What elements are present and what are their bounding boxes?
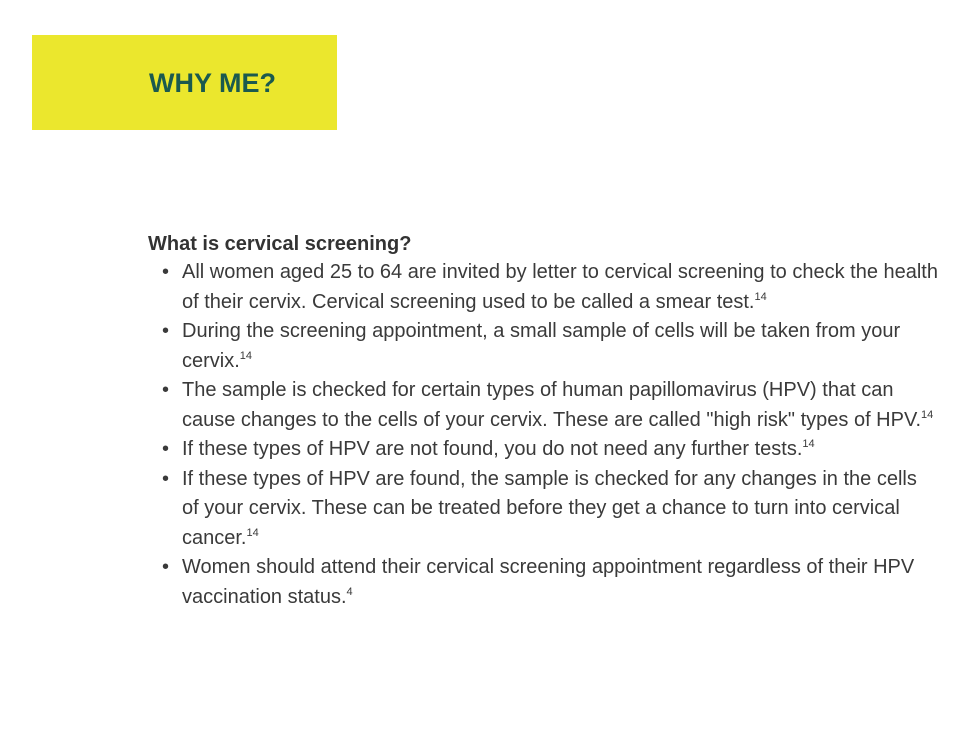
list-item-text: The sample is checked for certain types of human papillomavirus (HPV) that can cause changes to the cells of your cervix. These are called "high risk" types of HPV.: [182, 379, 922, 431]
list-item: [148, 435, 938, 465]
list-item-text: All women aged 25 to 64 are invited by letter to cervical screening to check the health of their cervix. Cervical screening used to be called a smear test.: [182, 261, 938, 313]
list-item-text: If these types of HPV are not found, you do not need any further tests.: [182, 438, 803, 460]
list-item-text: If these types of HPV are found, the sample is checked for any changes in the cells of your cervix. These can be treated before they get a chance to turn into cervical cancer.: [182, 467, 917, 549]
reference-number: 14: [246, 526, 259, 539]
reference-number: 4: [346, 585, 353, 598]
list-item: [148, 258, 938, 317]
bullet-list: [148, 258, 938, 612]
section-heading: What is cervical screening?: [148, 233, 412, 255]
list-item-text: During the screening appointment, a small sample of cells will be taken from your cervix.: [182, 320, 901, 372]
bullet-icon: •: [162, 320, 170, 342]
title-banner: [32, 35, 337, 130]
list-item: [148, 376, 938, 435]
reference-number: 14: [921, 408, 934, 421]
bullet-icon: •: [162, 467, 170, 490]
list-item: [148, 465, 938, 554]
reference-number: 14: [754, 290, 767, 303]
content-section: [148, 230, 938, 612]
reference-number: 14: [239, 349, 253, 362]
list-item-text: Women should attend their cervical screening appointment regardless of their HPV vaccination status.: [182, 556, 915, 608]
bullet-icon: •: [162, 379, 170, 401]
page-title: WHY ME?: [149, 68, 276, 98]
list-item: [148, 553, 938, 612]
bullet-icon: •: [162, 438, 170, 460]
bullet-icon: •: [162, 556, 170, 578]
reference-number: 14: [802, 438, 815, 450]
list-item: [148, 317, 938, 376]
bullet-icon: •: [162, 261, 170, 283]
